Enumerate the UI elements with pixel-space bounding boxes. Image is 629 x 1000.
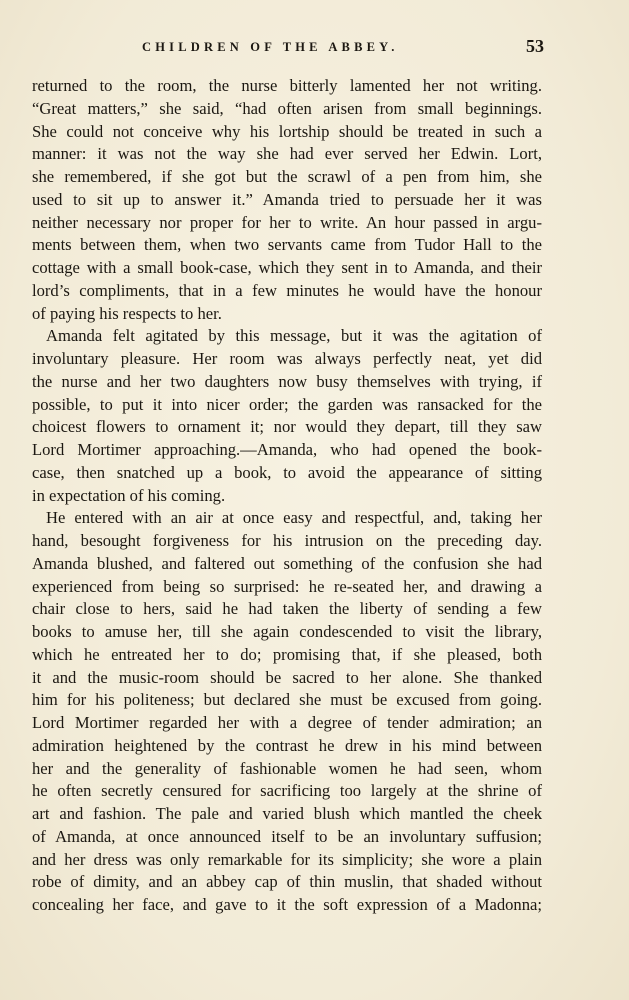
paragraph-end-line: of paying his respects to her.	[32, 303, 222, 323]
text-line: art and fashion. The pale and varied blush which mantled the cheek	[32, 804, 542, 823]
page-number: 53	[526, 36, 544, 56]
text-line: neither necessary nor proper for her to write. An hour passed in argu-	[32, 212, 542, 232]
text-line: cottage with a small book-case, which they sent in to Amanda, and their	[32, 258, 542, 277]
text-line: which he entreated her to do; promising that, if she pleased, both	[32, 644, 542, 664]
text-line: of Amanda, at once announced itself to be an involuntary suffusion;	[32, 826, 542, 846]
text-line: involuntary pleasure. Her room was always perfectly neat, yet did	[32, 349, 542, 368]
body-text	[32, 75, 542, 917]
text-line: ments between them, when two servants came from Tudor Hall to the	[32, 235, 542, 255]
text-line: the nurse and her two daughters now busy themselves with trying, if	[32, 371, 542, 391]
paragraph-first-line: Amanda felt agitated by this message, but it was the agitation of	[46, 326, 542, 346]
text-line: robe of dimity, and an abbey cap of thin muslin, that shaded without	[32, 872, 542, 892]
text-line: and her dress was only remarkable for its simplicity; she wore a plain	[32, 849, 542, 869]
text-line: her and the generality of fashionable women he had seen, whom	[32, 758, 542, 778]
text-line: experienced from being so surprised: he re-seated her, and drawing a	[32, 576, 542, 596]
text-line: Lord Mortimer regarded her with a degree of tender admiration; an	[32, 713, 542, 732]
text-line: concealing her face, and gave to it the soft expression of a Madonna;	[32, 895, 542, 914]
page-header	[32, 36, 542, 60]
text-line: She could not conceive why his lortship should be treated in such a	[32, 121, 542, 141]
text-line: books to amuse her, till she again condescended to visit the library,	[32, 622, 542, 641]
text-line: possible, to put it into nicer order; the garden was ransacked for the	[32, 394, 542, 414]
text-line: Amanda blushed, and faltered out something of the confusion she had	[32, 553, 542, 573]
text-line: chair close to hers, said he had taken the liberty of sending a few	[32, 599, 542, 619]
text-line: choicest flowers to ornament it; nor would they depart, till they saw	[32, 417, 542, 437]
text-line: manner: it was not the way she had ever served her Edwin. Lort,	[32, 144, 542, 164]
text-line: him for his politeness; but declared she must be excused from going.	[32, 690, 542, 710]
text-line: hand, besought forgiveness for his intrusion on the preceding day.	[32, 531, 542, 550]
paragraph-first-line: He entered with an air at once easy and respectful, and, taking her	[46, 508, 542, 528]
running-title: CHILDREN OF THE ABBEY.	[142, 40, 399, 54]
text-line: it and the music-room should be sacred to her alone. She thanked	[32, 667, 542, 687]
text-line: returned to the room, the nurse bitterly lamented her not writing.	[32, 76, 542, 95]
paragraph-end-line: in expectation of his coming.	[32, 485, 226, 505]
text-line: she remembered, if she got but the scrawl of a pen from him, she	[32, 167, 542, 186]
text-line: lord’s compliments, that in a few minutes he would have the honour	[32, 280, 542, 300]
text-line: he often secretly censured for sacrificing too largely at the shrine of	[32, 781, 542, 801]
text-line: used to sit up to answer it.” Amanda tried to persuade her it was	[32, 189, 542, 209]
text-line: admiration heightened by the contrast he drew in his mind between	[32, 735, 542, 755]
text-line: case, then snatched up a book, to avoid the appearance of sitting	[32, 462, 542, 482]
text-line: Lord Mortimer approaching.—Amanda, who had opened the book-	[32, 440, 542, 459]
text-line: “Great matters,” she said, “had often arisen from small beginnings.	[32, 98, 542, 118]
